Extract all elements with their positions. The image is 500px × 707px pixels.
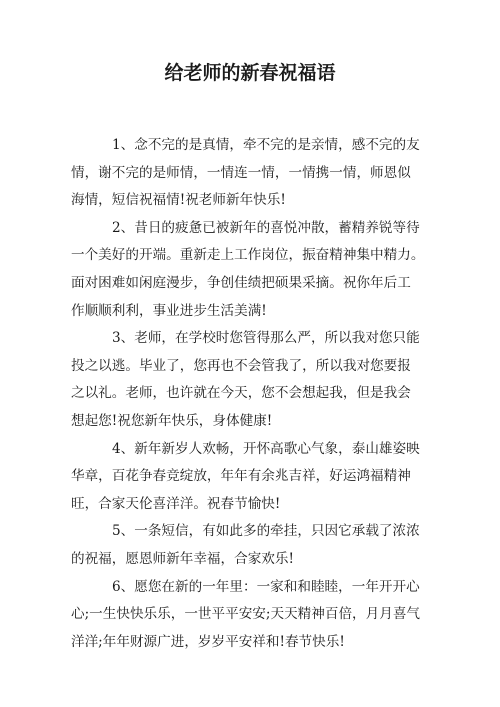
paragraph-line: 6、愿您在新的一年里：一家和和睦睦，一年开开心 bbox=[112, 578, 420, 595]
paragraph-5 bbox=[71, 518, 433, 573]
paragraph-line: 1、念不完的是真情，牵不完的是亲情，感不完的友 bbox=[112, 137, 420, 153]
paragraph-2 bbox=[71, 215, 433, 325]
paragraph-line: 华章，百花争春竞绽放，年年有余兆吉祥，好运鸿福精神 bbox=[71, 468, 411, 485]
paragraph-line: 之以礼。老师，也许就在今天，您不会想起我，但是我会 bbox=[71, 385, 411, 402]
paragraph-line: 想起您!祝您新年快乐，身体健康! bbox=[71, 412, 273, 429]
paragraph-1 bbox=[71, 132, 433, 215]
paragraph-3 bbox=[71, 325, 433, 435]
paragraph-6 bbox=[71, 574, 433, 657]
paragraph-line: 2、昔日的疲惫已被新年的喜悦冲散，蓄精养锐等待 bbox=[112, 219, 420, 236]
paragraph-line: 投之以逃。毕业了，您再也不会管我了，所以我对您要报 bbox=[71, 357, 411, 374]
paragraph-line: 3、老师，在学校时您管得那么严，所以我对您只能 bbox=[112, 330, 420, 347]
paragraph-line: 面对困难如闲庭漫步，争创佳绩把硕果采摘。祝你年后工 bbox=[71, 274, 411, 291]
paragraph-line: 5、一条短信，有如此多的牵挂，只因它承载了浓浓 bbox=[112, 523, 420, 540]
paragraph-line: 海情，短信祝福情!祝老师新年快乐! bbox=[71, 192, 286, 209]
paragraph-4 bbox=[71, 436, 433, 519]
paragraph-line: 心;一生快快乐乐，一世平平安安;天天精神百倍，月月喜气 bbox=[71, 606, 421, 623]
paragraph-line: 4、新年新岁人欢畅，开怀高歌心气象，泰山雄姿映 bbox=[112, 440, 420, 457]
paragraph-line: 情，谢不完的是师情，一情连一情，一情携一情，师恩似 bbox=[71, 164, 411, 181]
paragraph-line: 的祝福，愿恩师新年幸福，合家欢乐! bbox=[71, 550, 294, 567]
paragraph-line: 洋洋;年年财源广进，岁岁平安祥和!春节快乐! bbox=[71, 633, 345, 650]
paragraph-line: 一个美好的开端。重新走上工作岗位，振奋精神集中精力。 bbox=[71, 247, 425, 264]
paragraph-line: 旺，合家天伦喜洋洋。祝春节愉快! bbox=[71, 495, 281, 512]
document-body bbox=[71, 132, 433, 656]
document-title: 给老师的新春祝福语 bbox=[164, 62, 336, 84]
paragraph-line: 作顺顺利利，事业进步生活美满! bbox=[71, 302, 267, 319]
